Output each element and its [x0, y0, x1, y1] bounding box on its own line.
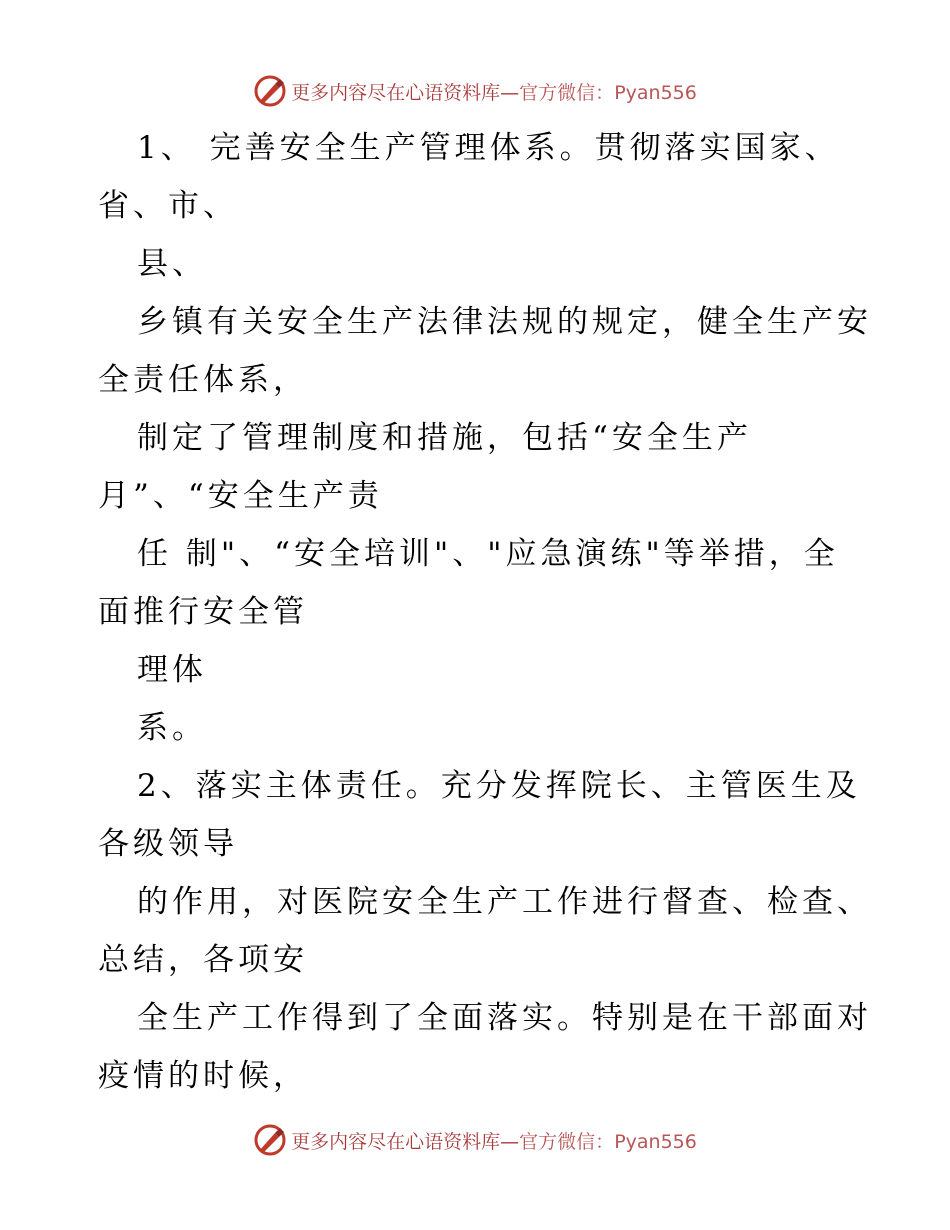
- body-line: 县、: [137, 246, 207, 282]
- footer-dash: —: [500, 1130, 520, 1153]
- body-line: 制定了管理制度和措施，包括“安全生产: [137, 420, 752, 456]
- body-line: 各级领导: [98, 826, 238, 862]
- body-line: 1、 完善安全生产管理体系。贯彻落实国家、: [137, 130, 840, 166]
- footer-watermark-text: [291, 1127, 697, 1154]
- header-wechat-id: Pyan556: [614, 81, 697, 104]
- body-line: 月”、“安全生产责: [98, 478, 383, 514]
- header-site-name: 更多内容尽在心语资料库: [291, 81, 501, 104]
- body-line: 系。: [137, 710, 207, 746]
- body-line: 面推行安全管: [98, 594, 308, 630]
- header-dash: —: [500, 81, 520, 104]
- footer-site-name: 更多内容尽在心语资料库: [291, 1130, 501, 1153]
- body-line: 疫情的时候，: [98, 1058, 308, 1094]
- pen-logo-icon: [253, 1123, 287, 1157]
- body-line: 全责任体系，: [98, 362, 308, 398]
- footer-wechat-label: 官方微信：: [519, 1130, 615, 1153]
- footer-watermark-banner: [0, 1120, 950, 1160]
- body-line: 2、落实主体责任。充分发挥院长、主管医生及: [137, 768, 861, 804]
- body-line: 总结，各项安: [98, 942, 308, 978]
- body-line: 的作用，对医院安全生产工作进行督查、检查、: [137, 884, 872, 920]
- body-line: 全生产工作得到了全面落实。特别是在干部面对: [137, 1000, 872, 1036]
- header-wechat-label: 官方微信：: [519, 81, 615, 104]
- body-line: 省、市、: [98, 188, 238, 224]
- footer-wechat-id: Pyan556: [614, 1130, 697, 1153]
- body-line: 理体: [137, 652, 207, 688]
- body-line: 任 制"、“安全培训"、"应急演练"等举措，全: [137, 536, 839, 572]
- body-line: 乡镇有关安全生产法律法规的规定，健全生产安: [137, 304, 872, 340]
